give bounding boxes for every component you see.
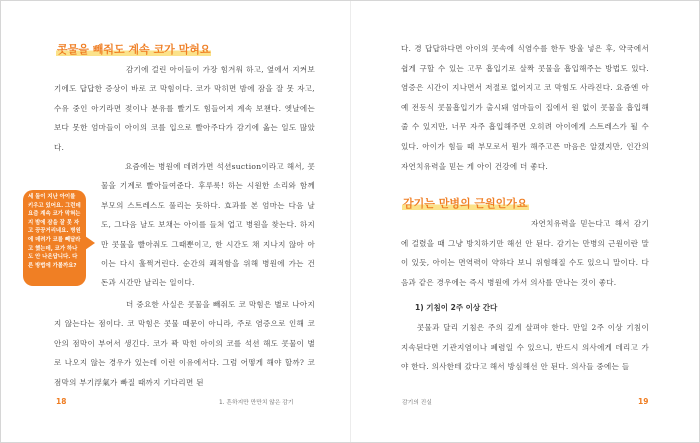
right-paragraph: 자연치유력을 믿는다고 해서 감기에 걸렸을 때 그냥 방치하기만 해선 안 된다. 감기는 만병의 근원이란 말이 있듯, 아이는 면역력이 약하다 보니 위험해질 수도 있으니 말이다. 다음과 같은 경우에는 즉시 병원에 가서 의사를 만나는 것이 좋다. bbox=[401, 219, 649, 287]
left-paragraph: 요즘에는 병원에 데려가면 석션suction이라고 해서, 콧물을 기계로 빨아들여준다. 후루룩! 하는 시원한 소리와 함께 부모의 스트레스도 풀리는 듯하다. 효과를 본 엄마는 다음 날도, 그다음 날도 보채는 아이를 들쳐 업고 병원을 찾는다. 하지만 콧물을 빨아줘도 그때뿐이고, 한 시간도 채 지나지 않아 아이는 다시 훌쩍거린다. 순간의 쾌적함을 위해 병원에 가는 건 돈과 시간만 날리는 일이다. bbox=[101, 162, 315, 288]
right-section-heading bbox=[402, 197, 529, 211]
left-paragraph: 감기에 걸린 아이들이 가장 힘겨워 하고, 옆에서 지켜보기에도 답답한 증상이 바로 코 막힘이다. 코가 막히면 밤에 잠을 잘 못 자고, 수유 중인 아기라면 젖이나 분유를 빨기도 힘들어져 계속 보챈다. 엣날에는 보다 못한 엄마들이 아이의 코를 입으로 빨아주다가 감기에 옮는 일도 많았다. bbox=[54, 65, 315, 152]
right-subheading: 1) 기침이 2주 이상 간다 bbox=[415, 303, 498, 312]
left-running-head: 1. 흔하지만 만만치 않은 감기 bbox=[219, 400, 294, 406]
right-body-text-middle bbox=[401, 214, 649, 292]
right-running-head: 감기의 진실 bbox=[402, 400, 432, 406]
right-paragraph: 콧물과 달리 기침은 주의 깊게 살펴야 한다. 만일 2주 이상 기침이 지속된다면 기관지염이나 폐렴일 수 있으니, 반드시 의사에게 데리고 가야 한다. 의사한테 갔다고 해서 방심해선 안 된다. 의사들 중에는 들 bbox=[401, 323, 649, 372]
page-fold bbox=[350, 1, 351, 442]
left-page-number: 18 bbox=[56, 397, 67, 406]
right-body-text-bottom bbox=[401, 318, 649, 377]
left-paragraph: 더 중요한 사실은 콧물을 빼줘도 코 막힘은 별로 나아지지 않는다는 점이다. 코 막힘은 콧물 때문이 아니라, 주로 염증으로 인해 코안의 점막이 부어서 생긴다. 코가 꽉 막힌 아이의 코를 석션 해도 콧물이 별로 나오지 않는 경우가 있는데 이런 이유에서다. 그럼 어떻게 해야 할까? 코 점막의 부기浮氣가 빠질 때까지 기다리면 된 bbox=[54, 300, 315, 387]
right-heading-text: 감기는 만병의 근원인가요 bbox=[403, 197, 528, 210]
right-paragraph: 다. 경 답답하다면 아이의 콧속에 식염수를 한두 방울 넣은 후, 약국에서 쉽게 구할 수 있는 고무 흡입기로 살짝 콧물을 흡입해주는 방법도 있다. 염증은 시간이 지나면서 저절로 없어지고 코 막힘도 사라진다. 요즘엔 아예 전동식 콧물흡입기가 출시돼 엄마들이 집에서 원 없이 콧물을 흡입해줄 수 있지만, 너무 자주 흡입해주면 오히려 아이에게 스트레스가 될 수 있다. 아이가 힘들 때 부모로서 뭔가 해주고픈 마음은 알겠지만, 인간의 자연치유력을 믿는 게 아이 건강에 더 좋다. bbox=[401, 44, 649, 171]
left-body-text-block bbox=[54, 60, 315, 157]
question-speech-bubble bbox=[23, 190, 86, 286]
left-heading-text: 콧물을 빼줘도 계속 코가 막혀요 bbox=[57, 43, 211, 56]
right-body-text-top bbox=[401, 39, 649, 176]
left-body-text-wrapped bbox=[101, 157, 315, 293]
left-section-heading bbox=[56, 43, 211, 57]
right-page-number: 19 bbox=[638, 397, 649, 406]
question-bubble-text: 세 돌이 지난 아이를 키우고 있어요. 그런데 요즘 계속 코가 막혀는지 밤에 잠을 잘 못 자고 끙끙거리네요. 병원에 데려가 코를 빼달라고 했는데, 코가 하나도 안 나온답니다. 다른 방법에 가볼까요? bbox=[28, 194, 81, 269]
left-body-text-lower bbox=[54, 295, 315, 392]
